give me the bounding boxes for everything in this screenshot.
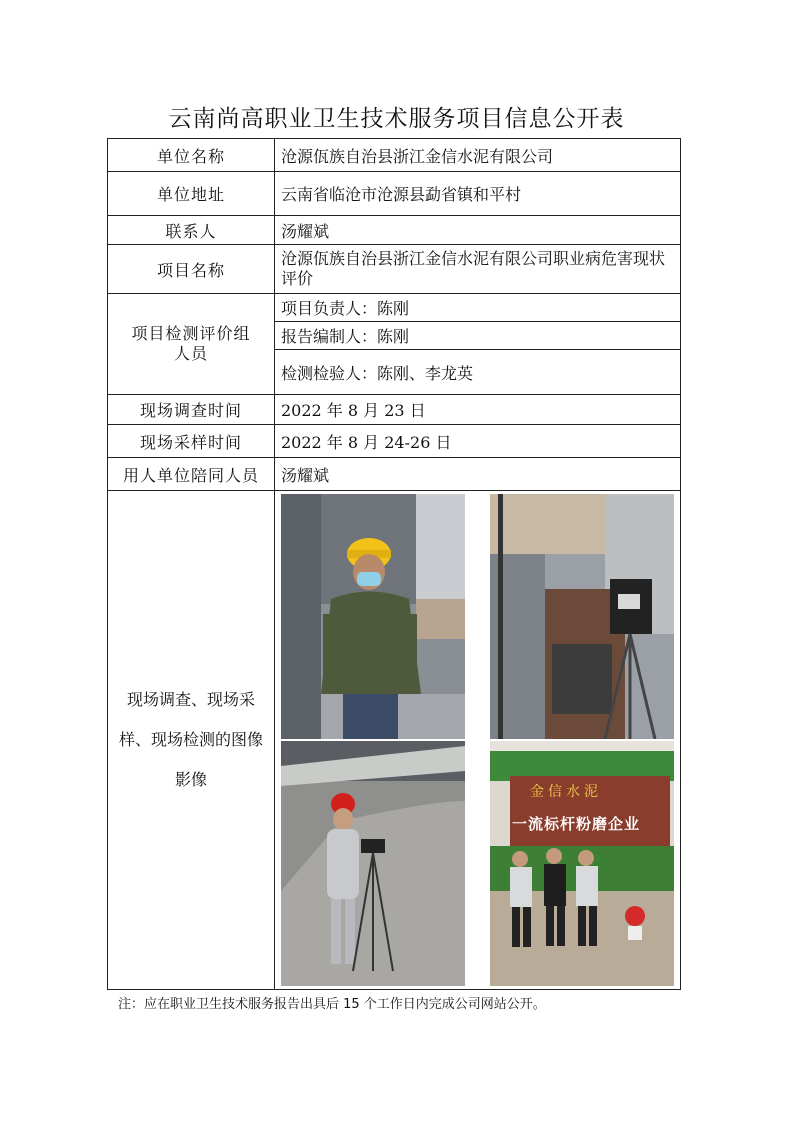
info-table: [107, 138, 681, 990]
row-accompany: [108, 458, 681, 491]
project-name-label: 项目名称: [108, 245, 275, 294]
sampling-time-label: 现场采样时间: [108, 425, 275, 458]
contact-value: 汤耀斌: [275, 216, 681, 245]
photo-sampling-equipment: [490, 494, 674, 739]
row-team-leader: [108, 294, 681, 322]
unit-name-value: 沧源佤族自治县浙江金信水泥有限公司: [275, 139, 681, 172]
photo-worker-portrait: [281, 494, 465, 739]
contact-label: 联系人: [108, 216, 275, 245]
page-title: 云南尚高职业卫生技术服务项目信息公开表: [168, 106, 625, 132]
row-project-name: [108, 245, 681, 294]
row-unit-address: [108, 172, 681, 216]
photos-cell: [275, 491, 681, 990]
row-unit-name: [108, 139, 681, 172]
sign-text-top: 金信水泥: [530, 784, 602, 800]
report-author-value: 报告编制人：陈刚: [275, 322, 681, 350]
row-sampling-time: [108, 425, 681, 458]
inspectors-value: 检测检验人：陈刚、李龙英: [275, 350, 681, 395]
row-contact: [108, 216, 681, 245]
survey-time-label: 现场调查时间: [108, 395, 275, 425]
unit-address-label: 单位地址: [108, 172, 275, 216]
row-survey-time: [108, 395, 681, 425]
unit-address-value: 云南省临沧市沧源县勐省镇和平村: [275, 172, 681, 216]
photos-label: 现场调查、现场采样、现场检测的图像影像: [108, 491, 275, 990]
team-leader-value: 项目负责人：陈刚: [275, 294, 681, 322]
accompany-label: 用人单位陪同人员: [108, 458, 275, 491]
survey-time-value: 2022 年 8 月 23 日: [275, 395, 681, 425]
photo-field-testing: [281, 741, 465, 986]
photo-group-sign: [490, 741, 674, 986]
project-name-value: 沧源佤族自治县浙江金信水泥有限公司职业病危害现状评价: [275, 245, 681, 294]
row-photos: [108, 491, 681, 990]
unit-name-label: 单位名称: [108, 139, 275, 172]
sign-text-main: 一流标杆粉磨企业: [512, 815, 641, 833]
accompany-value: 汤耀斌: [275, 458, 681, 491]
team-label: 项目检测评价组人员: [108, 294, 275, 395]
sampling-time-value: 2022 年 8 月 24-26 日: [275, 425, 681, 458]
footnote: 注：应在职业卫生技术服务报告出具后 15 个工作日内完成公司网站公开。: [118, 997, 546, 1012]
